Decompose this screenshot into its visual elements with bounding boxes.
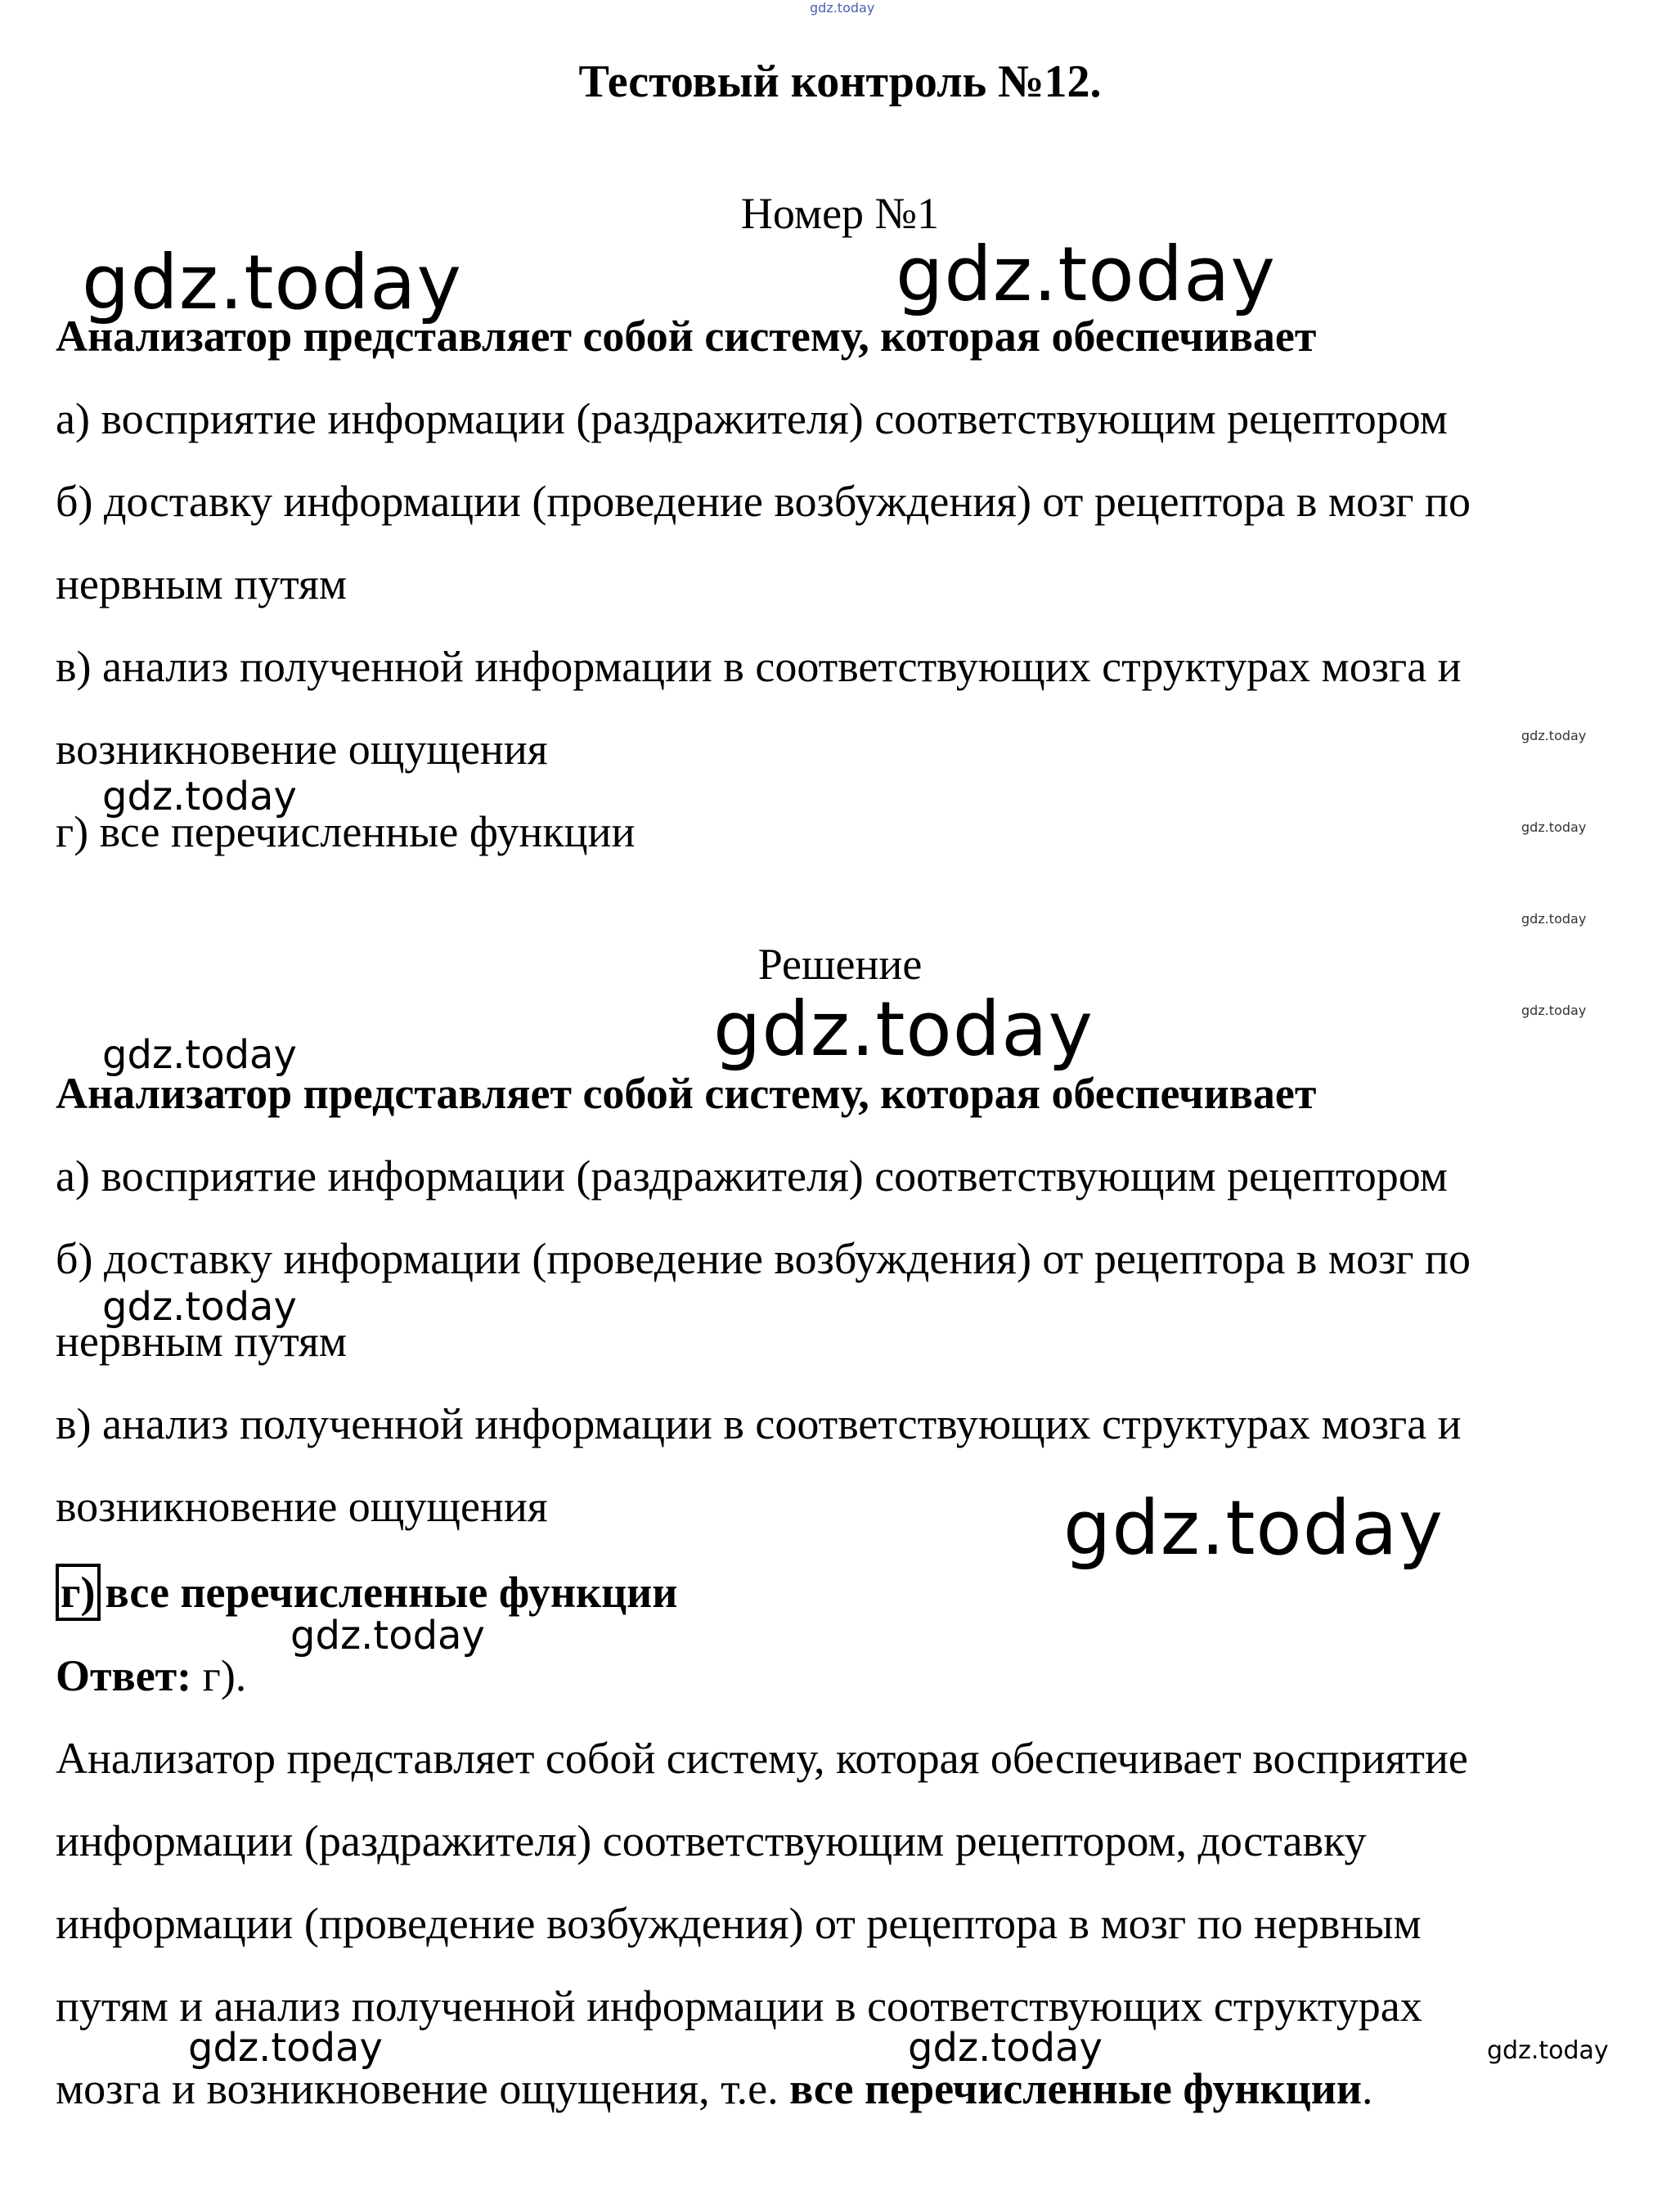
watermark: gdz.today	[810, 0, 875, 16]
explanation-line-4: путям и анализ полученной информации в соответствующих структурах	[56, 1982, 1422, 2031]
watermark: gdz.today	[908, 2025, 1103, 2071]
watermark: gdz.today	[1521, 911, 1587, 927]
explanation-line-3: информации (проведение возбуждения) от рецептора в мозг по нервным	[56, 1899, 1422, 1948]
watermark: gdz.today	[1487, 2036, 1609, 2065]
answer-label: Ответ:	[56, 1651, 192, 1700]
watermark: gdz.today	[1521, 819, 1587, 835]
explanation-line-5	[56, 2063, 1372, 2114]
question-option-b-line2: нервным путям	[56, 559, 348, 608]
watermark: gdz.today	[102, 774, 297, 819]
question-option-a: а) восприятие информации (раздражителя) соответствующим рецептором	[56, 394, 1448, 443]
solution-option-c-line1: в) анализ полученной информации в соответствующих структурах мозга и	[56, 1399, 1462, 1448]
question-option-b-line1: б) доставку информации (проведение возбуждения) от рецептора в мозг по	[56, 477, 1471, 526]
watermark: gdz.today	[102, 1284, 297, 1330]
explanation-line-2: информации (раздражителя) соответствующим рецептором, доставку	[56, 1816, 1367, 1865]
watermark: gdz.today	[188, 2025, 383, 2071]
solution-stem: Анализатор представляет собой систему, которая обеспечивает	[56, 1069, 1317, 1118]
answer-line	[56, 1650, 246, 1701]
watermark: gdz.today	[102, 1032, 297, 1078]
explanation-line-1: Анализатор представляет собой систему, которая обеспечивает восприятие	[56, 1734, 1468, 1783]
explanation-line-5-text: мозга и возникновение ощущения, т.е.	[56, 2064, 790, 2113]
watermark: gdz.today	[713, 985, 1094, 1073]
correct-answer-marker: г)	[56, 1564, 101, 1621]
question-option-c-line1: в) анализ полученной информации в соответствующих структурах мозга и	[56, 642, 1462, 691]
question-stem: Анализатор представляет собой систему, которая обеспечивает	[56, 312, 1317, 361]
watermark: gdz.today	[896, 231, 1276, 318]
page-title: Тестовый контроль №12.	[578, 56, 1102, 107]
question-number: Номер №1	[740, 189, 940, 238]
explanation-line-5-end: .	[1361, 2064, 1373, 2113]
solution-header: Решение	[757, 940, 923, 989]
solution-option-c-line2: возникновение ощущения	[56, 1482, 548, 1531]
watermark: gdz.today	[290, 1613, 485, 1659]
question-option-d: г) все перечисленные функции	[56, 807, 636, 856]
solution-option-b-line2: нервным путям	[56, 1317, 348, 1366]
watermark: gdz.today	[1521, 1003, 1587, 1018]
watermark: gdz.today	[82, 239, 462, 326]
watermark: gdz.today	[1521, 728, 1587, 743]
answer-value: г).	[191, 1651, 247, 1700]
solution-option-a: а) восприятие информации (раздражителя) соответствующим рецептором	[56, 1151, 1448, 1201]
solution-option-b-line1: б) доставку информации (проведение возбуждения) от рецептора в мозг по	[56, 1234, 1471, 1283]
question-option-c-line2: возникновение ощущения	[56, 725, 548, 774]
explanation-emphasis: все перечисленные функции	[789, 2064, 1362, 2113]
solution-option-d-text: все перечисленные функции	[105, 1568, 678, 1617]
watermark: gdz.today	[1063, 1484, 1444, 1572]
